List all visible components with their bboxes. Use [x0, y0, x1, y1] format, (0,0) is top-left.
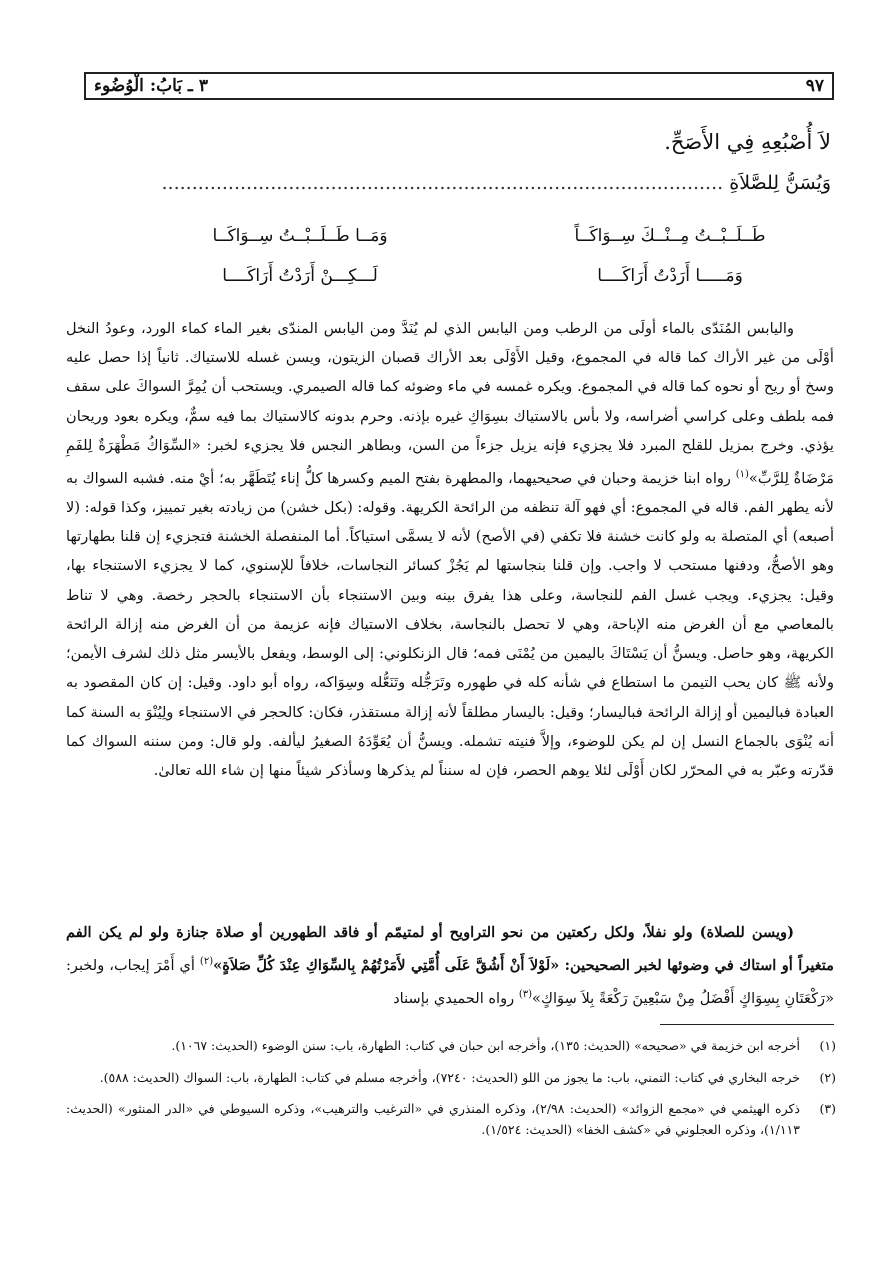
poem-hemistich: وَمَـــــا أَرَدْتُ أَرَاكَــــا: [597, 266, 743, 286]
matn-line-2: [51, 172, 831, 194]
poem-verse: [150, 266, 820, 306]
commentary-paragraph: واليابس المُنَدّى بالماء أولَى من الرطب ومن اليابس الذي لم يُنَدَّ ومن اليابس المندّى بغير الماء كماء الورد، وعودُ النخل أوْلَى من غير الأراك كما قاله في المجموع، وقيل الأَوْلَى بعد الأراك قصبان الزيتون، ويسن غسله للاستياك. ثانياً إذا حصل عليه وسخ أو ريح أو نحوه كما قاله في المجموع. ويكره غمسه في ماء وضوئه كما قاله الصيمري. ويستحب أن يُمِرَّ السواكَ على سقف فمه بلطف وعلى كراسي أضراسه، ولا بأس بالاستياك بسِوَاكِ غيره بإذنه. وحرم بدونه كالاستياك بما فيه سمٌّ، ويكره بعود وريحان يؤذي. وخرج بمزيل للقلح المبرد فلا يجزيء فإنه يزيل جزءاً من السن، وبطاهر النجس فلا يجزيء لخبر: «السِّوَاكُ مَطْهَرَةٌ لِلفَمِ مَرْضَاةٌ لِلرَّبِّ»$^{(١)}$ رواه ابنا خزيمة وحبان في صحيحيهما، والمطهرة بفتح الميم وكسرها كلُّ إناء يُتَطَهَّر به؛ أيْ منه. فشبه السواك به لأنه يطهر الفم. قاله في المجموع: أي فهو آلة تنظفه من الرائحة الكريهة. وقوله: (بكل خشن) من زيادته بغير تمييز، وكذا قوله: (لا أصبعه) أي المتصلة به ولو كانت خشنة فلا تكفي (في الأصح) لأنه لا يسمَّى استياكاً. أما المنفصلة الخشنة فتجزيء إن قلنا بطهارتها وهو الأصحُّ، ودفنها مستحب لا واجب. وإن قلنا بنجاستها لم يَجُزْ كسائر النجاسات، خلافاً للإسنوي، كما لا يجزيء الاستنجاء بها، وقيل: يجزيء. ويجب غسل الفم للنجاسة، وعلى هذا يفرق بينه وبين الاستنجاء بأن الاستنجاء بالحجر رخصة. وهي لا تناط بالمعاصي مع أن الغرض منه الإباحة، وهي لا تحصل بالنجاسة، بخلاف الاستياك فإنه عزيمة من أن الغرض منه إزالة الرائحة الكريهة، وهو حاصل. ويسنُّ أن يَسْتَاكَ باليمين من يُمْنَى فمه؛ قال الزنكلوني: إلى الوسط، ويفعل بالأيسر مثل ذلك لشرف الأيمن؛ ولأنه ﷺ كان يحب التيمن ما استطاع في شأنه كله في طهوره وتَرَجُّله وتَنَعُّله وسِوَاكه، رواه أبو داود. وقيل: إن كان المقصود به العبادة فباليمين أو إزالة الرائحة فباليسار؛ وقيل: باليسار مطلقاً لأنه إزالة مستقذر، فكان: كالحجر في الاستنجاء ولِيُنْوَ به السنة كما أنه يُنْوَى بالجماع النسل إن لم يكن للوضوء، وإلاَّ فنيته تشمله. ويسنُّ أن يُعَوِّدَهُ الصغيرُ ليألفه. ولو قال: ومن سننه السواك كما قدّرته وعبّر به في المحرّر لكان أَوْلَى لئلا يوهم الحصر، فإن له سنناً لم يذكرها وسأذكر شيئاً منها إن شاء الله تعالىٰ.: [66, 320, 834, 779]
page-number: ٩٧: [805, 76, 824, 96]
footnote: [66, 1068, 836, 1089]
matn-line-1: لاَ أُصْبُعِهِ فِي الأَصَحِّ.: [664, 130, 831, 154]
commentary-block-1: [66, 314, 834, 785]
footnote: [66, 1099, 836, 1140]
footnote-number: (٣): [819, 1101, 836, 1116]
footnote-number: (١): [819, 1038, 836, 1053]
commentary-block-2: [66, 918, 834, 1013]
footnote-text: ذكره الهيثمي في «مجمع الزوائد» (الحديث: ٢/٩٨)، وذكره المنذري في «الترغيب والترهيب»، وذكره السيوطي في «الدر المنثور» (الحديث: ١/١١٣)، وذكره العجلوني في «كشف الخفا» (الحديث: ١/٥٢٤).: [66, 1101, 801, 1137]
footnote-marker: (٢): [199, 956, 214, 968]
footnote-marker: (٣): [518, 989, 533, 1001]
poem-hemistich: لَـــكِـــنْ أَرَدْتُ أَرَاكَــــا: [222, 266, 378, 286]
footnotes: [66, 1036, 836, 1151]
poem-verses: [150, 226, 820, 306]
poem-verse: [150, 226, 820, 266]
footnote: [66, 1036, 836, 1057]
footnote-separator: [660, 1024, 834, 1025]
poem-hemistich: طَــلَــبْــتُ مِــنْــكَ سِــوَاكَــاً: [574, 226, 766, 246]
running-header: [84, 72, 834, 100]
matn-text: وَيُسَنُّ لِلصَّلاَةِ: [729, 172, 831, 194]
footnote-number: (٢): [819, 1069, 836, 1085]
footnote-text: خرجه البخاري في كتاب: التمني، باب: ما يجوز من اللو (الحديث: ٧٢٤٠)، وأخرجه مسلم في كتاب: الطهارة، باب: السواك (الحديث: ٥٨٨).: [99, 1069, 800, 1085]
footnote-text: أخرجه ابن خزيمة في «صحيحه» (الحديث: ١٣٥)، وأخرجه ابن حبان في كتاب: الطهارة، باب: سنن الوضوء (الحديث: ١٠٦٧).: [171, 1038, 800, 1053]
dotted-leader: .............................................................................................: [161, 172, 724, 194]
chapter-title: ٣ ـ بَابُ: الْوُضُوء: [94, 76, 208, 96]
footnote-marker: (١): [735, 469, 749, 481]
poem-hemistich: وَمَــا طَــلَــبْــتُ سِــوَاكَــا: [212, 226, 388, 246]
commentary-paragraph: (ويسن للصلاة) ولو نفلاً، ولكل ركعتين من نحو التراويح أو لمتيمّم أو فاقد الطهورين أو صلاة جنازة ولو لم يكن الفم متغيراً أو استاك في وضوئها لخبر الصحيحين: «لَوْلاَ أَنْ أَشُقَّ عَلَى أُمَّتِي لأَمَرْتُهُمْ بِالسِّوَاكِ عِنْدَ كُلِّ صَلاَةٍ»$^{(٢)}$ أي أَمْرَ إيجاب، ولخبر: «رَكْعَتَانِ بِسِوَاكٍ أَفْضَلُ مِنْ سَبْعِينَ رَكْعَةً بِلاَ سِوَاكٍ»$^{(٣)}$ رواه الحميدي بإسناد: [66, 924, 834, 1008]
